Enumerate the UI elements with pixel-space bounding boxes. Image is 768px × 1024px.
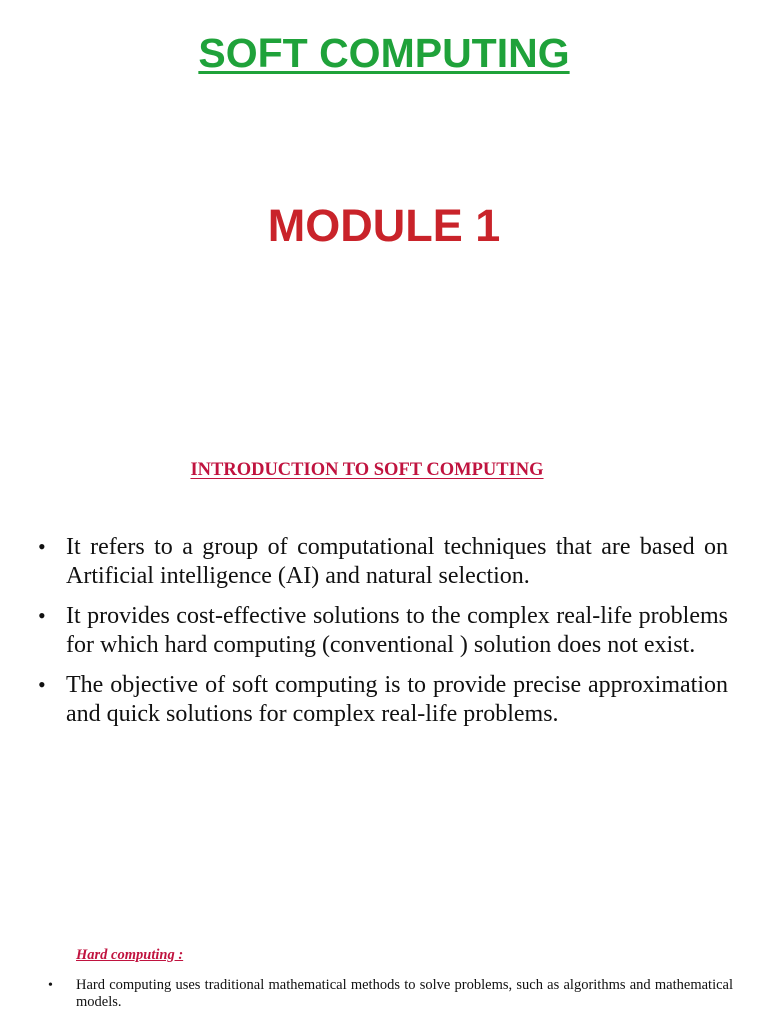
list-item <box>38 533 728 590</box>
list-item-text: It provides cost-effective solutions to the complex real-life problems for which hard computing (conventional ) solution does not exist. <box>66 603 728 658</box>
list-item-text: The objective of soft computing is to provide precise approximation and quick solutions for complex real-life problems. <box>66 672 728 727</box>
intro-bullet-list <box>38 533 728 740</box>
bullet-icon: • <box>38 672 46 697</box>
list-item-text: It refers to a group of computational techniques that are based on Artificial intelligence (AI) and natural selection. <box>66 534 728 589</box>
module-title: MODULE 1 <box>267 200 501 251</box>
bullet-icon: • <box>48 978 53 993</box>
bullet-icon: • <box>38 603 46 628</box>
document-title <box>0 28 768 78</box>
section-heading: INTRODUCTION TO SOFT COMPUTING <box>190 460 544 480</box>
list-item-text: Hard computing uses traditional mathematical methods to solve problems, such as algorithms and mathematical models. <box>76 977 733 1010</box>
list-item <box>38 671 728 728</box>
bullet-icon: • <box>38 534 46 559</box>
document-title-text: SOFT COMPUTING <box>198 30 570 76</box>
list-item <box>38 602 728 659</box>
hard-computing-list <box>48 977 733 1011</box>
list-item <box>48 977 733 1011</box>
hard-computing-heading: Hard computing : <box>76 947 184 963</box>
